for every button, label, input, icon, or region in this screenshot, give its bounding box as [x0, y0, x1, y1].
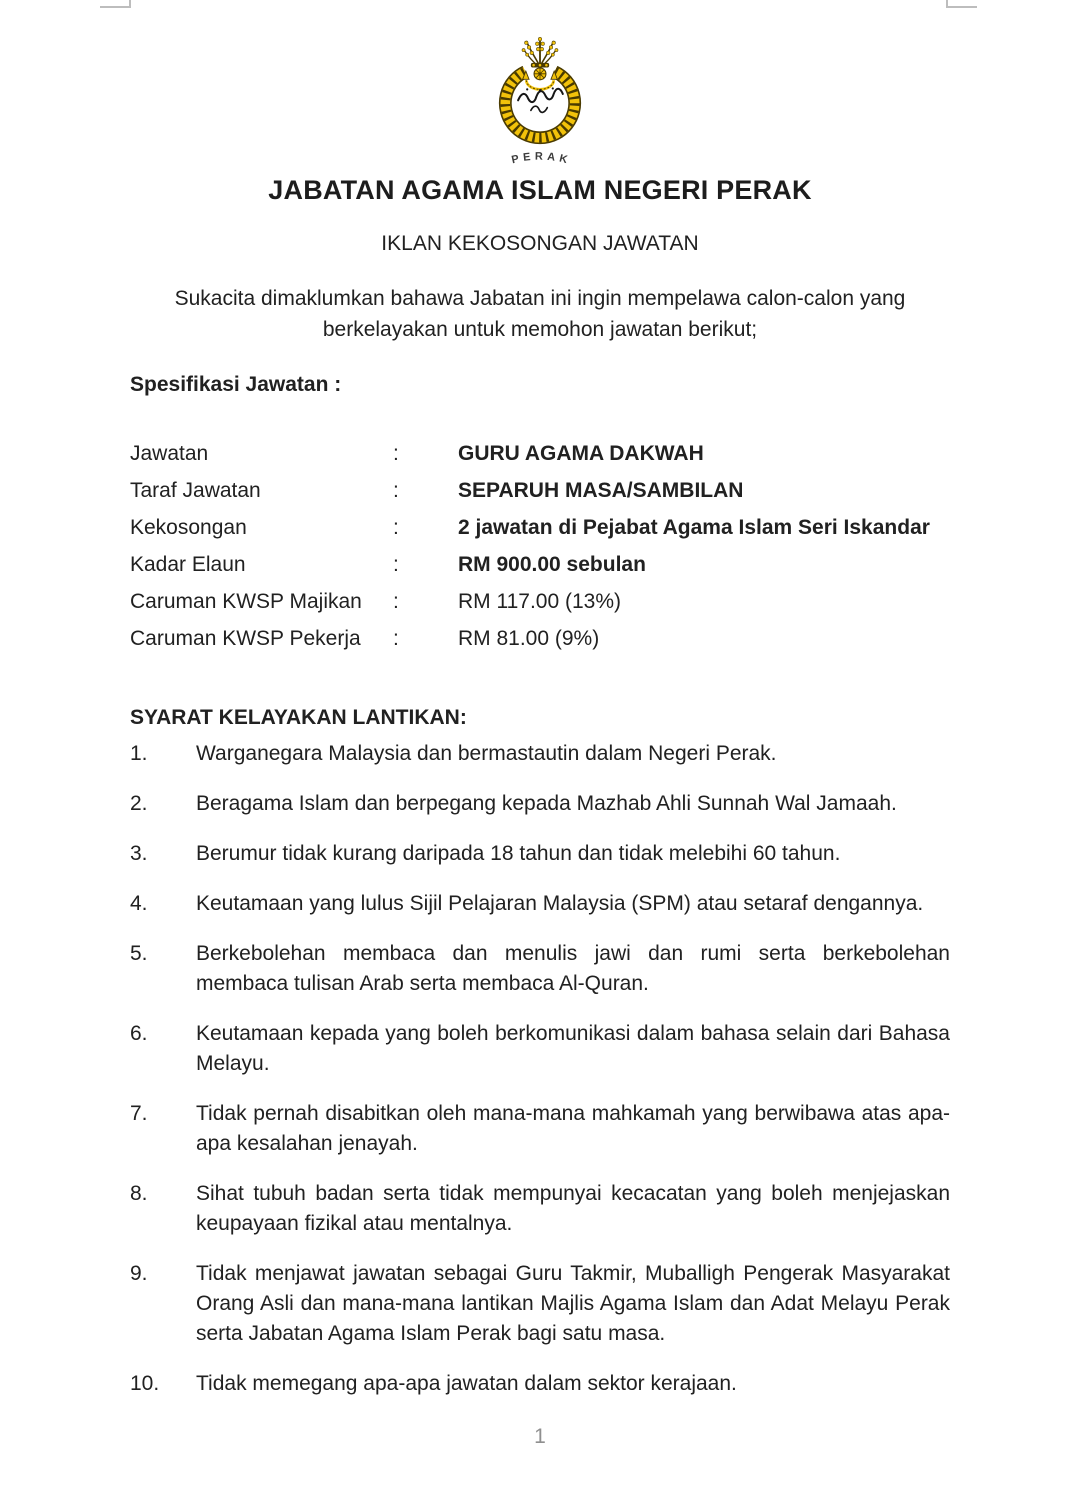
requirements-heading: SYARAT KELAYAKAN LANTIKAN: [130, 706, 467, 729]
requirement-text: Keutamaan kepada yang boleh berkomunikasi dalam bahasa selain dari Bahasa Melayu. [196, 1022, 950, 1075]
spec-row [130, 588, 950, 615]
spec-row [130, 477, 950, 504]
page-subtitle: IKLAN KEKOSONGAN JAWATAN [381, 232, 699, 255]
spec-value: RM 81.00 (9%) [458, 627, 600, 650]
spec-separator: : [393, 516, 399, 539]
intro-paragraph: Sukacita dimaklumkan bahawa Jabatan ini ingin mempelawa calon-calon yang berkelayakan untuk memohon jawatan berikut; [174, 287, 906, 341]
spec-value: RM 117.00 (13%) [458, 590, 622, 613]
page-title: JABATAN AGAMA ISLAM NEGERI PERAK [268, 175, 812, 205]
requirement-text: Keutamaan yang lulus Sijil Pelajaran Malaysia (SPM) atau setaraf dengannya. [196, 892, 924, 915]
spec-label: Kekosongan [130, 516, 247, 539]
requirement-item [130, 939, 950, 999]
requirement-text: Tidak menjawat jawatan sebagai Guru Takmir, Muballigh Pengerak Masyarakat Orang Asli dan mana-mana lantikan Majlis Agama Islam dan Adat Melayu Perak serta Jabatan Agama Islam Perak bagi satu masa. [196, 1262, 950, 1345]
page-number: 1 [534, 1425, 546, 1448]
spec-value: 2 jawatan di Pejabat Agama Islam Seri Iskandar [458, 516, 930, 539]
requirement-item [130, 789, 950, 819]
requirement-text: Warganegara Malaysia dan bermastautin dalam Negeri Perak. [196, 742, 777, 765]
requirement-item [130, 839, 950, 869]
requirement-number: 3. [130, 842, 148, 865]
requirement-number: 6. [130, 1022, 148, 1045]
spec-separator: : [393, 553, 399, 576]
requirement-text: Beragama Islam dan berpegang kepada Mazhab Ahli Sunnah Wal Jamaah. [196, 792, 897, 815]
requirement-text: Tidak memegang apa-apa jawatan dalam sektor kerajaan. [196, 1372, 737, 1395]
wreath-icon [505, 72, 574, 138]
crest-caption: PERAK [510, 150, 573, 167]
requirement-item [130, 889, 950, 919]
spec-label: Jawatan [130, 442, 209, 465]
cutoff-ui-corner-left [100, 0, 131, 8]
requirement-number: 10. [130, 1372, 160, 1395]
requirement-number: 8. [130, 1182, 148, 1205]
spec-row [130, 514, 950, 541]
spec-label: Kadar Elaun [130, 553, 246, 576]
perak-state-crest [0, 0, 1080, 167]
spec-value: RM 900.00 sebulan [458, 553, 646, 576]
spec-separator: : [393, 442, 399, 465]
requirement-text: Berkebolehan membaca dan menulis jawi dan rumi serta berkebolehan membaca tulisan Arab serta membaca Al-Quran. [196, 942, 950, 995]
requirement-number: 9. [130, 1262, 148, 1285]
requirement-text: Sihat tubuh badan serta tidak mempunyai kecacatan yang boleh menjejaskan keupayaan fizikal atau mentalnya. [196, 1182, 950, 1235]
spec-label: Caruman KWSP Pekerja [130, 627, 361, 650]
requirement-item [130, 1179, 950, 1239]
requirements-list [130, 739, 950, 1399]
spec-separator: : [393, 627, 399, 650]
requirement-item [130, 1369, 950, 1399]
spec-value: SEPARUH MASA/SAMBILAN [458, 479, 744, 502]
spec-table [130, 440, 950, 652]
requirement-item [130, 1259, 950, 1349]
perak-crest-icon [485, 30, 595, 167]
spec-heading: Spesifikasi Jawatan : [130, 373, 342, 396]
requirement-item [130, 1099, 950, 1159]
requirement-item [130, 1019, 950, 1079]
requirement-text: Berumur tidak kurang daripada 18 tahun dan tidak melebihi 60 tahun. [196, 842, 841, 865]
jawi-calligraphy-icon [518, 87, 563, 112]
spec-row [130, 440, 950, 467]
spec-row [130, 551, 950, 578]
spec-row [130, 625, 950, 652]
requirement-text: Tidak pernah disabitkan oleh mana-mana mahkamah yang berwibawa atas apa-apa kesalahan jenayah. [196, 1102, 950, 1155]
spec-value: GURU AGAMA DAKWAH [458, 442, 704, 465]
spec-separator: : [393, 590, 399, 613]
requirement-item [130, 739, 950, 769]
requirement-number: 2. [130, 792, 148, 815]
requirement-number: 7. [130, 1102, 148, 1125]
spec-label: Caruman KWSP Majikan [130, 590, 362, 613]
requirement-number: 5. [130, 942, 148, 965]
requirement-number: 4. [130, 892, 148, 915]
requirement-number: 1. [130, 742, 148, 765]
spec-separator: : [393, 479, 399, 502]
cutoff-ui-corner-right [946, 0, 977, 8]
spec-label: Taraf Jawatan [130, 479, 261, 502]
regalia-icon [523, 63, 558, 89]
